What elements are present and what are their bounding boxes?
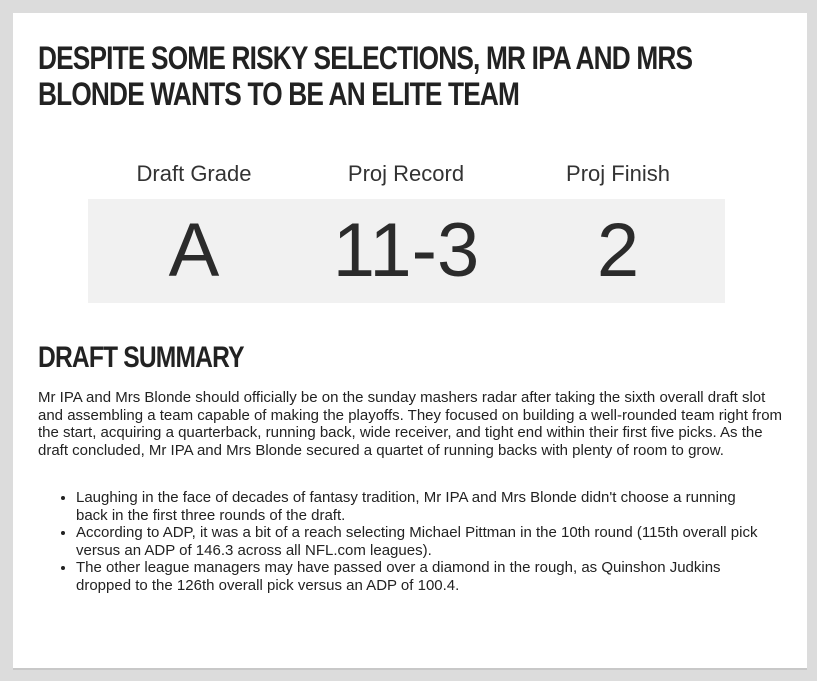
- proj-finish-label: Proj Finish: [566, 161, 670, 186]
- proj-record-label: Proj Record: [347, 161, 465, 186]
- summary-bullet: • The other league managers may have passed over a diamond in the rough, as Quinshon Judkins dropped to the 126th overall pick versus an ADP of 100.4.: [76, 559, 758, 594]
- draft-summary-bullets: [38, 489, 758, 594]
- card-bottom-divider: [13, 668, 807, 670]
- summary-bullet: • According to ADP, it was a bit of a reach selecting Michael Pittman in the 10th round (115th overall pick versus an ADP of 146.3 across all NFL.com leagues).: [76, 524, 758, 559]
- draft-grade-value: A: [168, 208, 220, 293]
- summary-bullet: • Laughing in the face of decades of fantasy tradition, Mr IPA and Mrs Blonde didn't choose a running back in the first three rounds of the draft.: [76, 489, 758, 524]
- article-headline: DESPITE SOME RISKY SELECTIONS, MR IPA AND MRS BLONDE WANTS TO BE AN ELITE TEAM: [38, 40, 693, 112]
- proj-finish-value: 2: [596, 208, 640, 293]
- proj-record-value: 11-3: [332, 208, 480, 293]
- draft-summary-title: DRAFT SUMMARY: [38, 341, 244, 374]
- draft-summary-paragraph: Mr IPA and Mrs Blonde should officially be on the sunday mashers radar after taking the sixth overall draft slot and assembling a team capable of making the playoffs. They focused on building a well-rounded team right from the start, acquiring a quarterback, running back, wide receiver, and tight end within their first five picks. As the draft concluded, Mr IPA and Mrs Blonde secured a quartet of running backs with plenty of room to grow.: [38, 389, 783, 459]
- draft-grade-label: Draft Grade: [136, 161, 252, 186]
- stats-labels-row: [88, 160, 725, 190]
- stats-values-box: [88, 199, 725, 303]
